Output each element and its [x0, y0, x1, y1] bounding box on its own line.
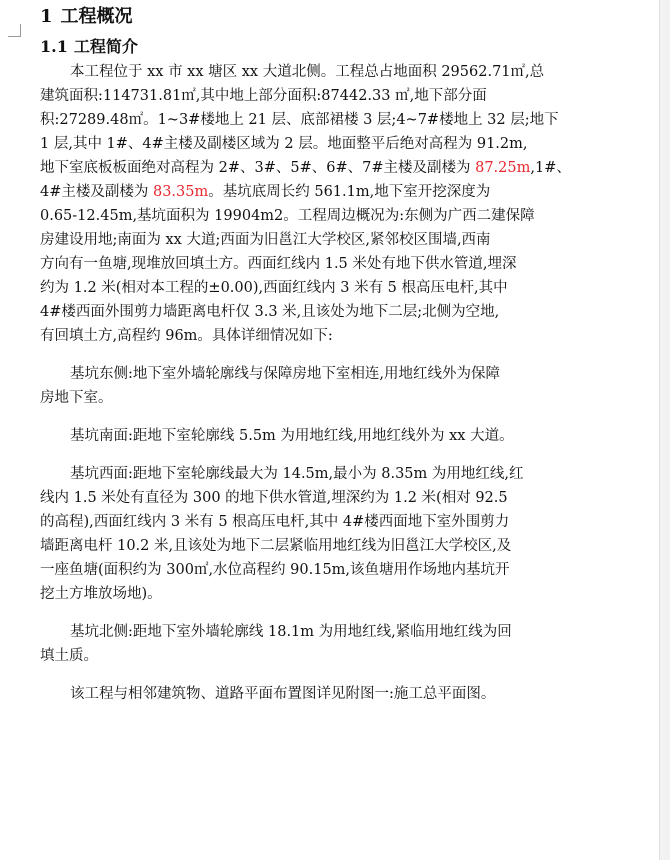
text-line: 该工程与相邻建筑物、道路平面布置图详见附图一:施工总平面图。: [70, 686, 496, 702]
section-number: 1: [40, 6, 53, 27]
page-corner-mark: [8, 24, 21, 37]
line-text: 4#主楼及副楼为: [40, 184, 153, 200]
paragraph-gap: [40, 348, 600, 362]
body-text: [40, 60, 600, 706]
text-line: 约为 1.2 米(相对本工程的±0.00),西面红线内 3 米有 5 根高压电杆,其中: [40, 280, 508, 296]
paragraph: [40, 462, 600, 606]
paragraph: [40, 620, 600, 668]
text-line: 基坑东侧:地下室外墙轮廓线与保障房地下室相连,用地红线外为保障: [70, 366, 500, 382]
text-line: 建筑面积:114731.81㎡,其中地上部分面积:87442.33 ㎡,地下部分面: [40, 88, 487, 104]
paragraph-gap: [40, 410, 600, 424]
text-line: 填土质。: [40, 648, 98, 664]
paragraph-gap: [40, 606, 600, 620]
paragraph-gap: [40, 668, 600, 682]
text-line: 有回填土方,高程约 96m。具体详细情况如下:: [40, 328, 333, 344]
text-line: 本工程位于 xx 市 xx 塘区 xx 大道北侧。工程总占地面积 29562.71㎡,总: [70, 64, 545, 80]
text-line: 基坑南面:距地下室轮廓线 5.5m 为用地红线,用地红线外为 xx 大道。: [70, 428, 514, 444]
text-line: 4#楼西面外围剪力墙距离电杆仅 3.3 米,且该处为地下二层;北侧为空地,: [40, 304, 500, 320]
paragraph: [40, 682, 600, 706]
subsection-title: 工程简介: [73, 37, 138, 56]
text-line: [40, 156, 600, 180]
text-line: 的高程),西面红线内 3 米有 5 根高压电杆,其中 4#楼西面地下室外围剪力: [40, 514, 510, 530]
text-line: 方向有一鱼塘,现堆放回填土方。西面红线内 1.5 米处有地下供水管道,埋深: [40, 256, 517, 272]
text-line: 1 层,其中 1#、4#主楼及副楼区域为 2 层。地面整平后绝对高程为 91.2m,: [40, 136, 528, 152]
section-heading: [40, 2, 133, 28]
highlighted-elevation: 87.25m: [475, 160, 531, 176]
text-line: 一座鱼塘(面积约为 300㎡,水位高程约 90.15m,该鱼塘用作场地内基坑开: [40, 562, 510, 578]
text-line: 基坑西面:距地下室轮廓线最大为 14.5m,最小为 8.35m 为用地红线,红: [70, 466, 524, 482]
line-text: ,1#、: [530, 160, 571, 176]
text-line: 房地下室。: [40, 390, 113, 406]
text-line: 线内 1.5 米处有直径为 300 的地下供水管道,埋深约为 1.2 米(相对 92.5: [40, 490, 508, 506]
subsection-number: 1.1: [40, 37, 68, 56]
paragraph-gap: [40, 448, 600, 462]
subsection-heading: [40, 34, 138, 57]
highlighted-elevation: 83.35m: [152, 184, 209, 200]
line-text: 地下室底板板面绝对高程为 2#、3#、5#、6#、7#主楼及副楼为: [40, 160, 476, 176]
text-line: [40, 180, 600, 204]
line-text: 。基坑底周长约 561.1m,地下室开挖深度为: [208, 184, 491, 200]
text-line: 房建设用地;南面为 xx 大道;西面为旧邕江大学校区,紧邻校区围墙,西南: [40, 232, 491, 248]
paragraph: [40, 362, 600, 410]
text-line: 挖土方堆放场地)。: [40, 586, 162, 602]
section-title: 工程概况: [60, 6, 133, 27]
paragraph: [40, 60, 600, 348]
page-edge: [659, 0, 670, 860]
text-line: 基坑北侧:距地下室外墙轮廓线 18.1m 为用地红线,紧临用地红线为回: [70, 624, 512, 640]
text-line: 积:27289.48㎡。1~3#楼地上 21 层、底部裙楼 3 层;4~7#楼地上 32 层;地下: [40, 112, 559, 128]
paragraph: [40, 424, 600, 448]
text-line: 墙距离电杆 10.2 米,且该处为地下二层紧临用地红线为旧邕江大学校区,及: [40, 538, 512, 554]
text-line: 0.65-12.45m,基坑面积为 19904m2。工程周边概况为:东侧为广西二建保障: [40, 208, 535, 224]
